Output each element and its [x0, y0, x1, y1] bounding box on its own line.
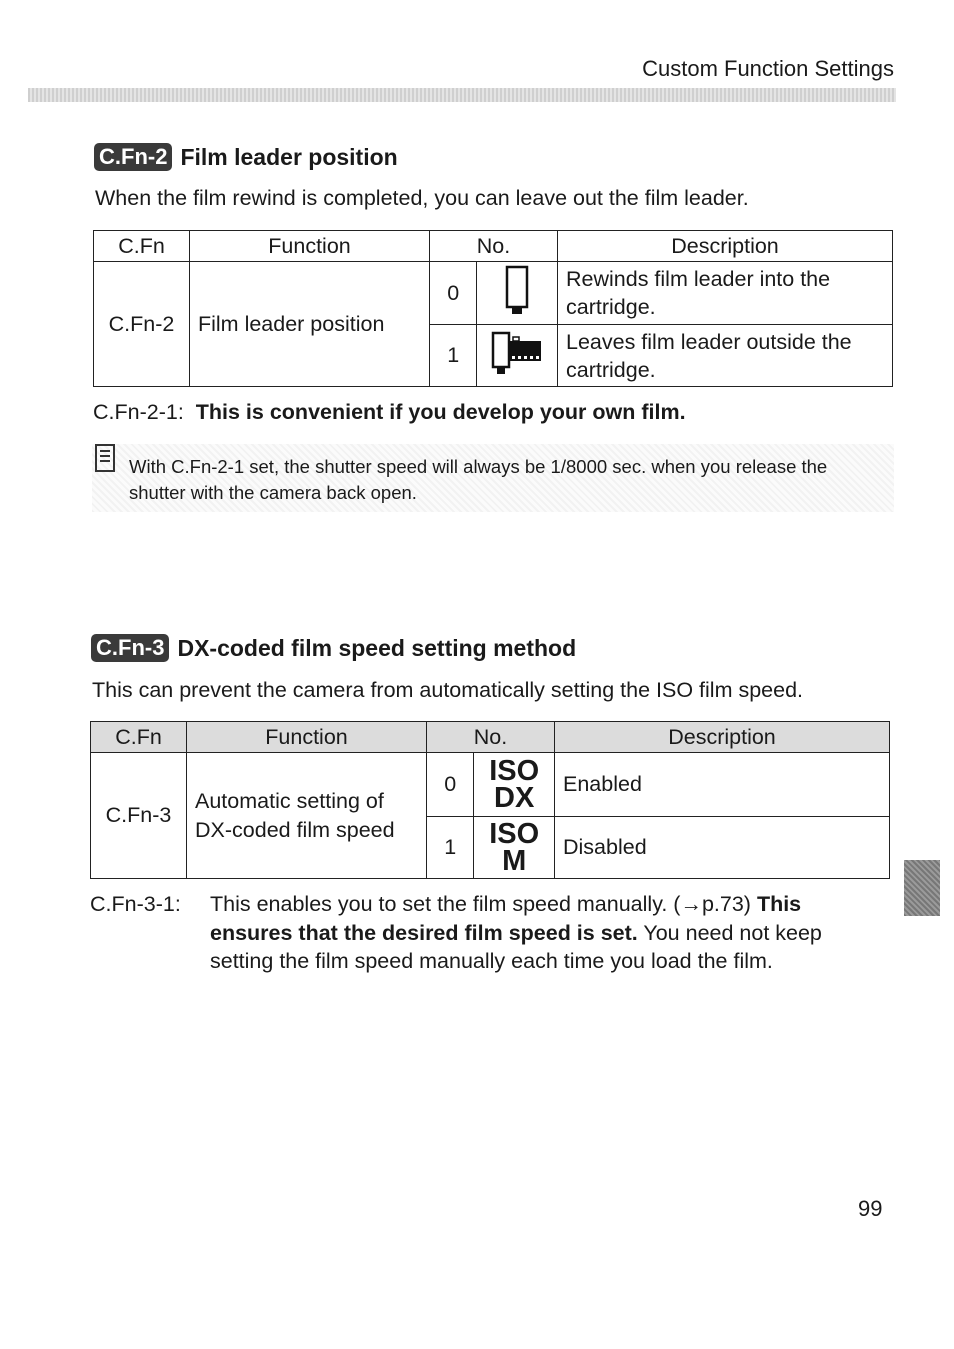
col-header-function: Function — [187, 722, 427, 753]
description-cell: Leaves film leader outside the cartridge. — [558, 325, 893, 387]
col-header-no: No. — [427, 722, 555, 753]
setting-number: 0 — [430, 262, 477, 325]
cfn-code-cell: C.Fn-3 — [91, 753, 187, 879]
icon-text-bottom: M — [502, 844, 527, 877]
cfn-code-cell: C.Fn-2 — [94, 262, 190, 387]
cfn2-note — [93, 400, 686, 425]
film-leader-out-icon — [477, 325, 558, 387]
chapter-side-tab — [904, 860, 940, 916]
cfn3-badge: C.Fn-3 — [91, 634, 169, 662]
function-cell — [187, 753, 427, 879]
icon-text-top: ISO — [489, 817, 540, 850]
memo-note-icon — [95, 444, 115, 472]
description-cell: Enabled — [555, 753, 890, 817]
col-header-cfn: C.Fn — [91, 722, 187, 753]
table-row — [94, 262, 893, 325]
memo-text: With C.Fn-2-1 set, the shutter speed will always be 1/8000 sec. when you release the shutter with the camera back open. — [129, 456, 828, 503]
memo-box — [92, 444, 894, 512]
function-line: DX-coded film speed — [195, 817, 395, 842]
note-label: C.Fn-3-1: — [90, 892, 181, 916]
iso-dx-icon — [474, 753, 555, 817]
cfn3-table — [90, 721, 890, 879]
note-label: C.Fn-2-1: — [93, 400, 184, 424]
cfn2-table — [93, 230, 893, 387]
cfn2-title: Film leader position — [180, 143, 398, 170]
section-heading-cfn2 — [94, 143, 398, 171]
header-divider-bar — [28, 88, 896, 102]
icon-text-bottom: DX — [494, 781, 535, 814]
setting-number: 1 — [430, 325, 477, 387]
function-line: Automatic setting of — [195, 788, 384, 813]
cfn3-note — [90, 890, 890, 976]
page-number: 99 — [858, 1196, 883, 1221]
col-header-cfn: C.Fn — [94, 231, 190, 262]
description-cell: Disabled — [555, 817, 890, 879]
icon-text-top: ISO — [489, 754, 540, 787]
note-bold-text: This ensures that the desired film speed is set. — [210, 892, 802, 945]
note-text: You need not keep setting the film speed manually each time you load the film. — [210, 920, 822, 973]
cfn2-intro: When the film rewind is completed, you can leave out the film leader. — [95, 186, 749, 210]
col-header-description: Description — [558, 231, 893, 262]
col-header-description: Description — [555, 722, 890, 753]
film-cartridge-icon — [477, 262, 558, 325]
note-body — [210, 890, 875, 976]
cfn3-intro: This can prevent the camera from automatically setting the ISO film speed. — [92, 678, 804, 702]
note-text: This is convenient if you develop your own film. — [195, 400, 686, 424]
col-header-function: Function — [190, 231, 430, 262]
cfn2-badge: C.Fn-2 — [94, 143, 172, 171]
table-row — [91, 753, 890, 817]
cfn3-title: DX-coded film speed setting method — [177, 634, 577, 661]
col-header-no: No. — [430, 231, 558, 262]
table-header-row — [91, 722, 890, 753]
description-cell: Rewinds film leader into the cartridge. — [558, 262, 893, 325]
iso-m-icon — [474, 817, 555, 879]
page-header-title: Custom Function Settings — [642, 56, 894, 81]
setting-number: 0 — [427, 753, 474, 817]
setting-number: 1 — [427, 817, 474, 879]
function-cell: Film leader position — [190, 262, 430, 387]
section-heading-cfn3 — [91, 634, 576, 662]
table-header-row — [94, 231, 893, 262]
note-text: This enables you to set the film speed manually. (→p.73) — [210, 892, 757, 916]
